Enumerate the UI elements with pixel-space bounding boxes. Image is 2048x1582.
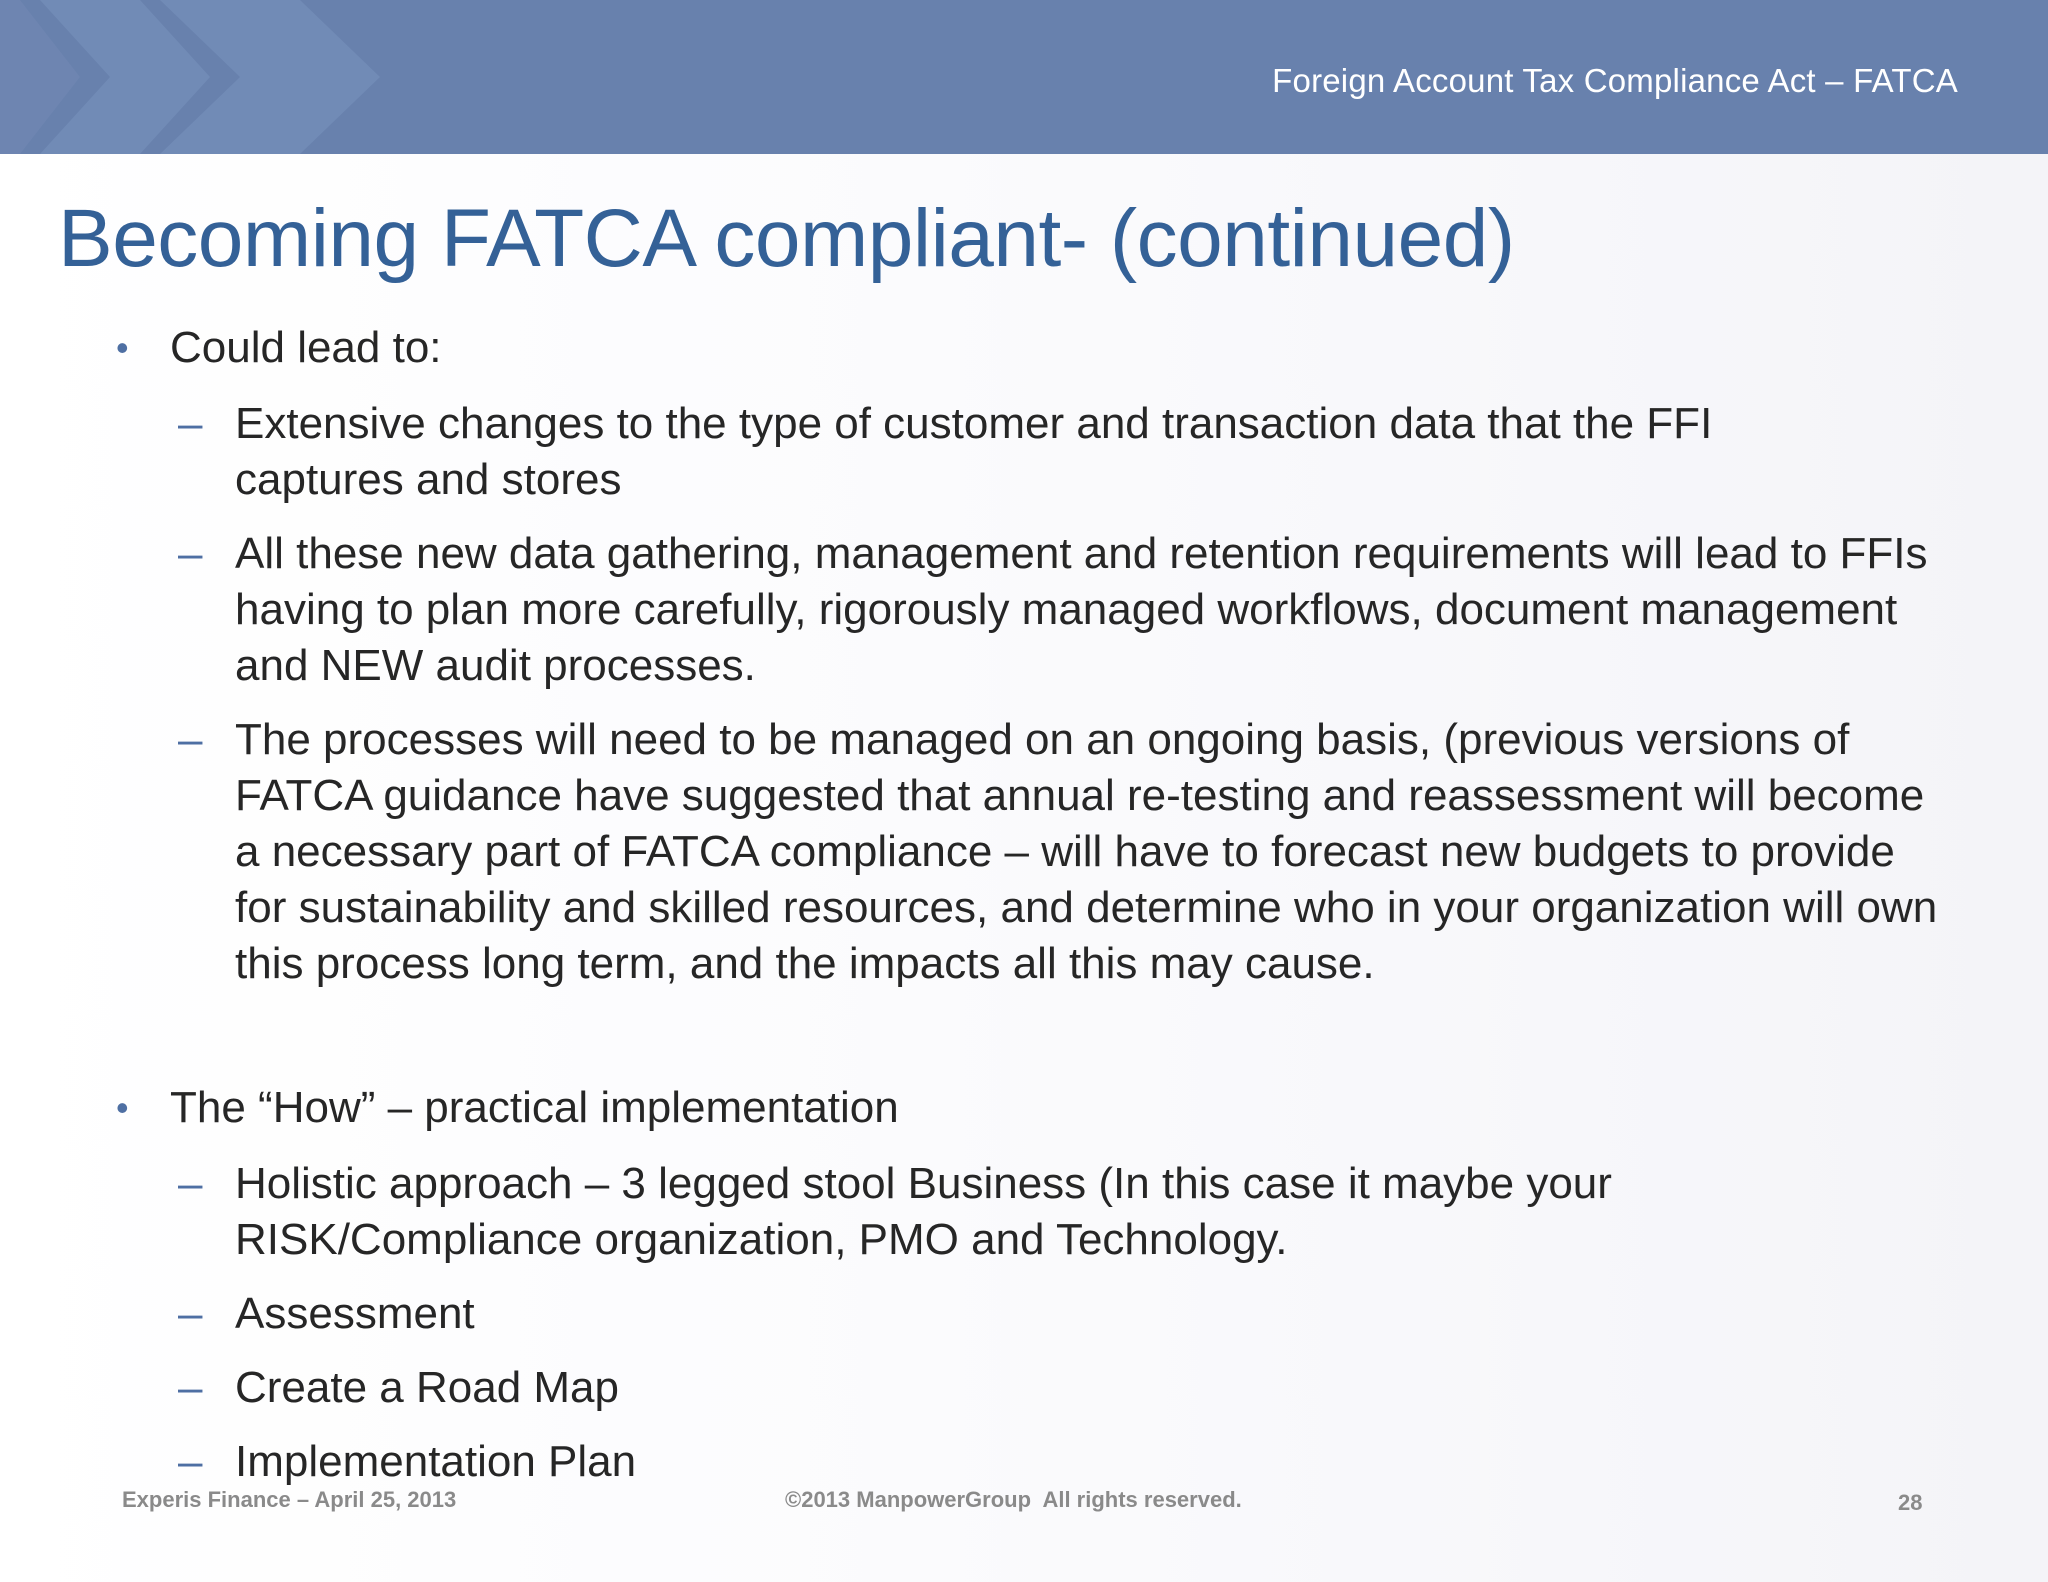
sub-marker: – — [178, 1159, 203, 1208]
sub-item-text: Create a Road Map — [235, 1363, 619, 1412]
header-title: Foreign Account Tax Compliance Act – FATCA — [1272, 62, 1958, 99]
bullet-text: The “How” – practical implementation — [170, 1083, 899, 1132]
sub-item-text: The processes will need to be managed on an ongoing basis, (previous versions of FATCA guidance have suggested that annual re-testing and reassessment will become a necessary part of FATCA compliance – will have to forecast new budgets to provide for sustainability and skilled resources, and determine who in your organization will own this process long term, and the impacts all this may cause. — [235, 715, 1938, 988]
sub-marker: – — [178, 1289, 203, 1338]
footer-copyright: ©2013 ManpowerGroup All rights reserved. — [785, 1487, 1242, 1512]
header-band — [0, 0, 2048, 154]
footer-left: Experis Finance – April 25, 2013 — [122, 1487, 457, 1512]
bullet-could-lead-to — [0, 320, 2048, 376]
sub-marker: – — [178, 529, 203, 578]
sub-marker: – — [178, 1363, 203, 1412]
page-number: 28 — [1898, 1490, 1923, 1515]
sub-marker: – — [178, 715, 203, 764]
sub-item-text: Implementation Plan — [235, 1437, 637, 1486]
sub-item-text: Assessment — [235, 1289, 475, 1338]
bullet-how-implementation — [0, 1080, 2048, 1136]
bullet-marker: • — [116, 327, 129, 368]
chevron-decoration-icon — [0, 0, 400, 154]
sub-item-text: Extensive changes to the type of customer and transaction data that the FFI captures and stores — [235, 399, 1713, 504]
sub-marker: – — [178, 399, 203, 448]
slide-title: Becoming FATCA compliant- (continued) — [58, 193, 1515, 284]
bullet-marker: • — [116, 1087, 129, 1128]
sub-item-text: All these new data gathering, management and retention requirements will lead to FFIs having to plan more carefully, rigorously managed workflows, document management and NEW audit processes. — [235, 529, 1928, 690]
sub-marker: – — [178, 1437, 203, 1486]
sub-item-text: Holistic approach – 3 legged stool Business (In this case it maybe your RISK/Compliance organization, PMO and Technology. — [235, 1159, 1612, 1264]
bullet-text: Could lead to: — [170, 323, 442, 372]
